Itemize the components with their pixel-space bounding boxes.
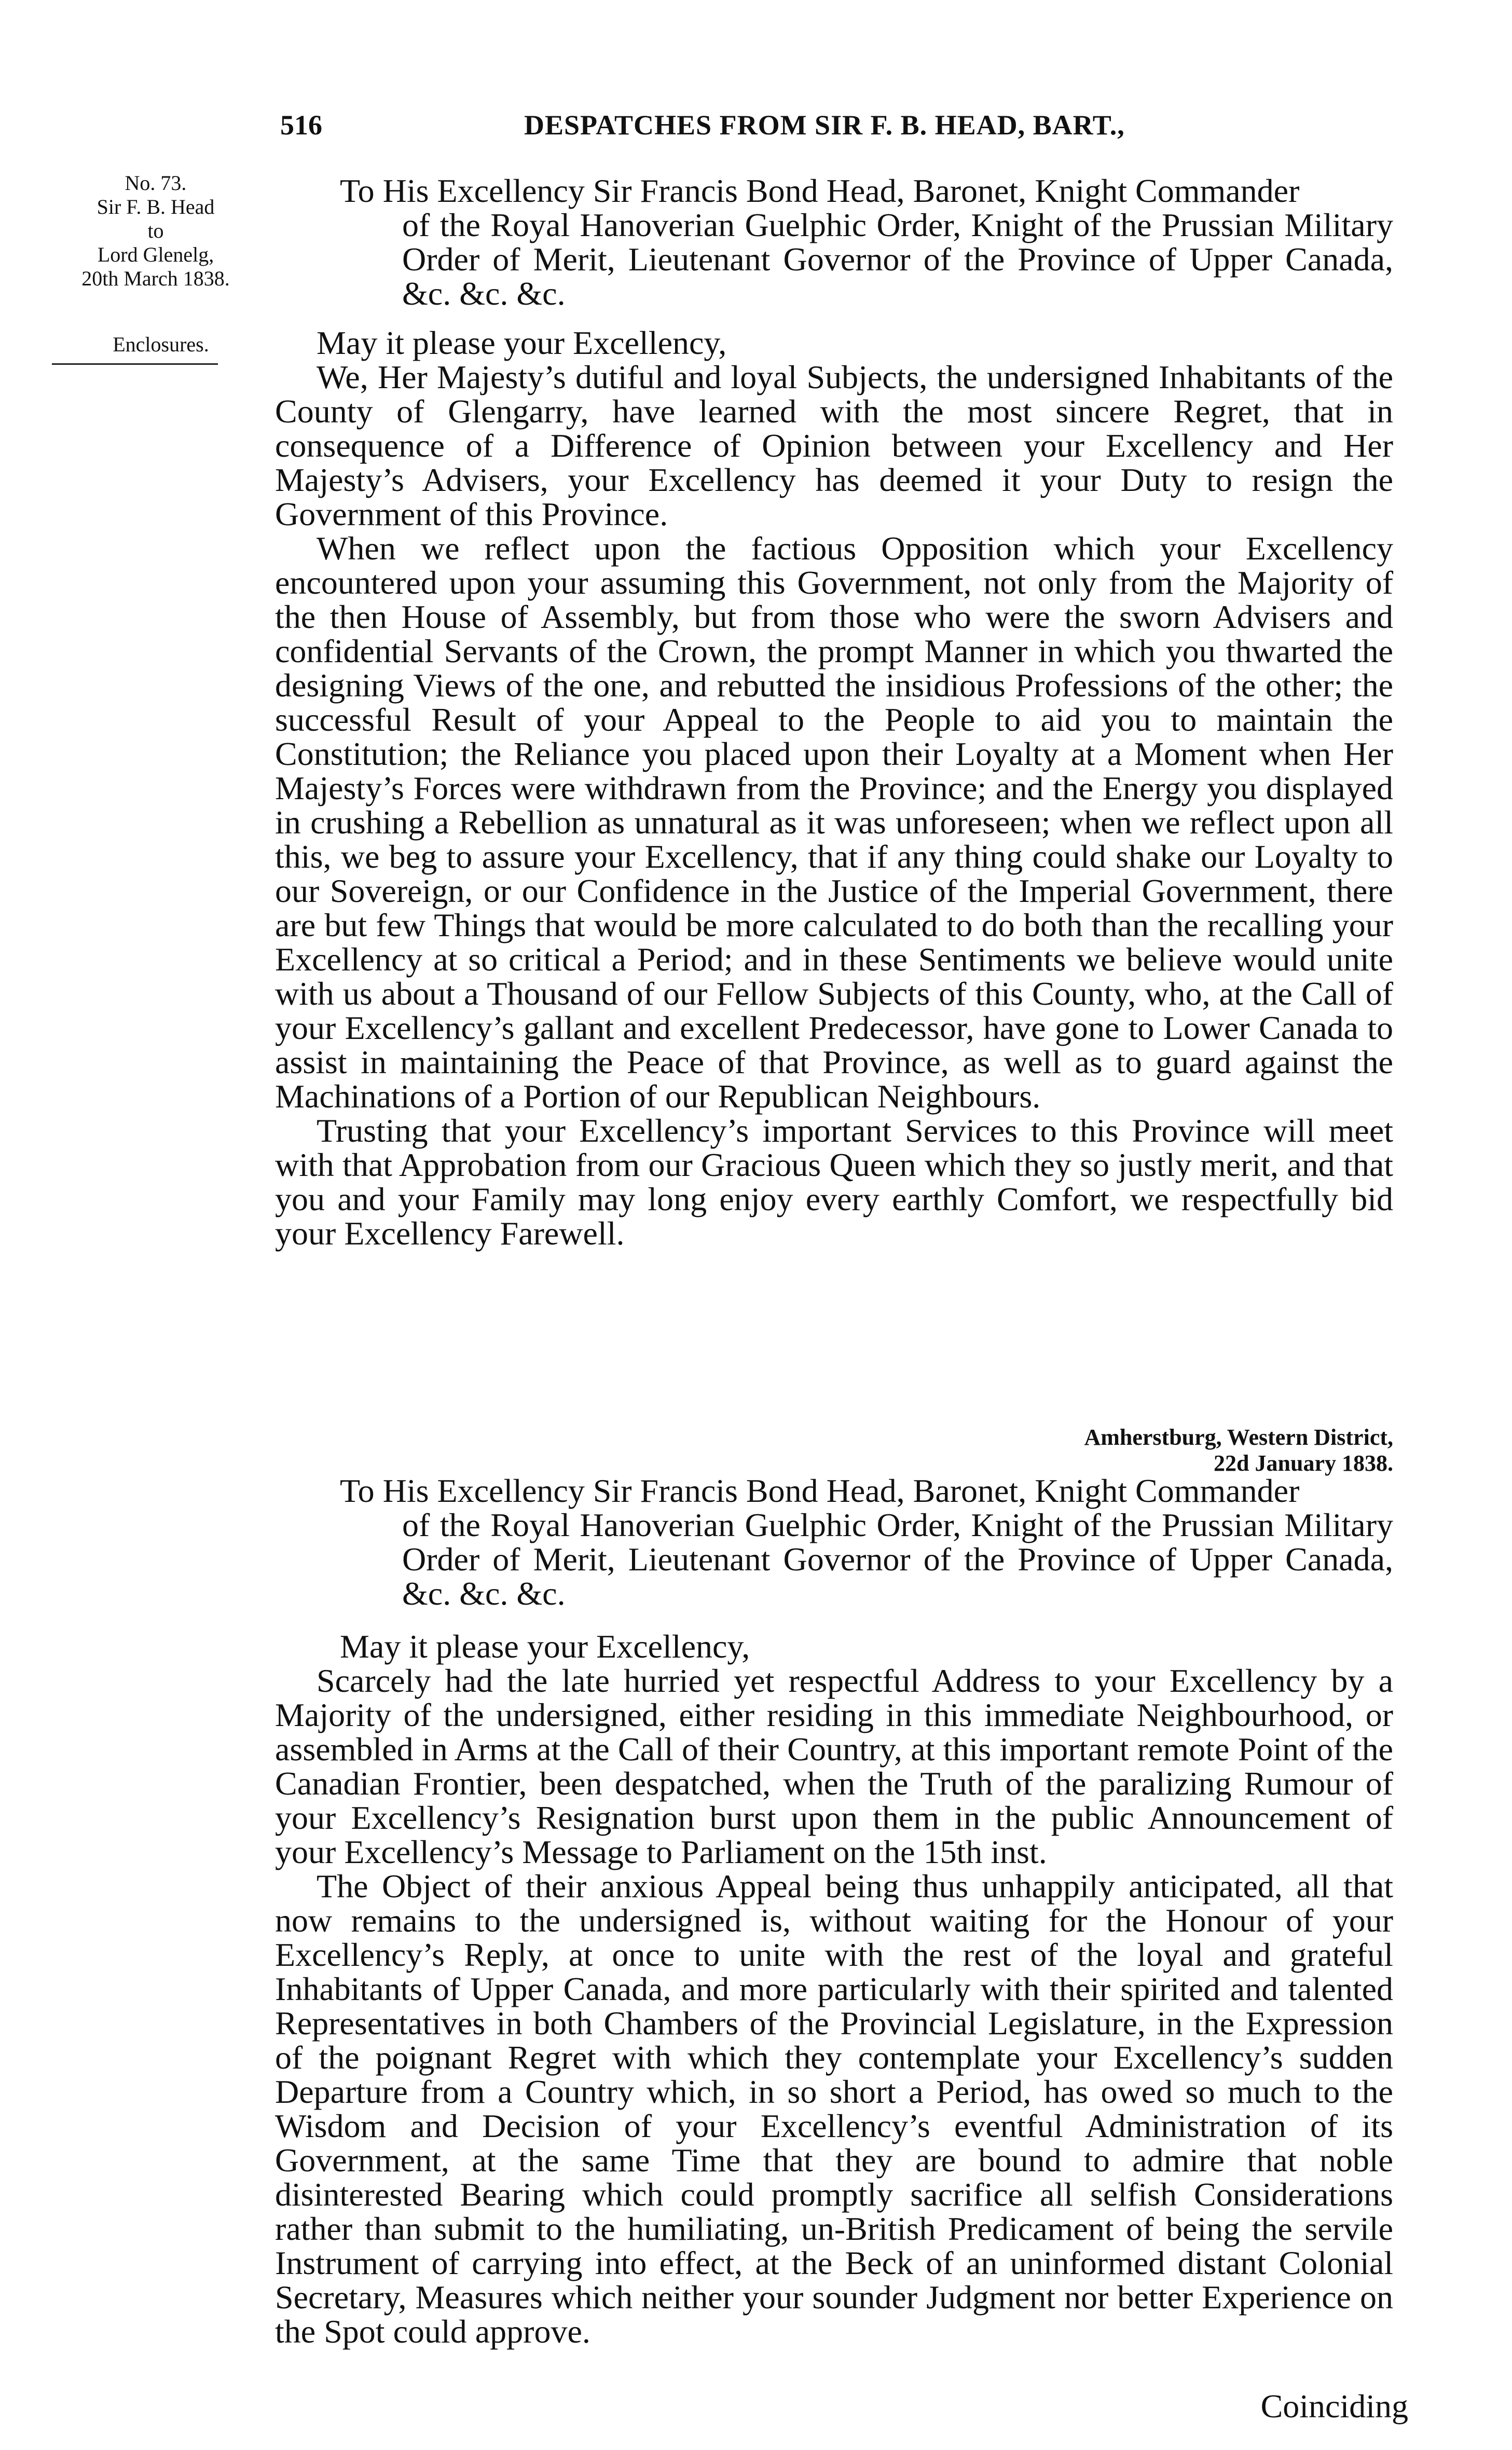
enclosures-label: Enclosures. — [113, 333, 209, 356]
letter1-address — [340, 174, 1393, 311]
letter1-paragraph: Trusting that your Excellency’s important Services to this Province will meet with that Approbation from our Gracious Queen which they so justly merit, and that you and your Family may long enjoy every earthly Comfort, we respectfully bid your Excellency Farewell. — [275, 1112, 1393, 1252]
letter2-salutation: May it please your Excellency, — [340, 1628, 750, 1665]
letter2-body — [275, 1664, 1393, 2349]
catchword: Coinciding — [1260, 2388, 1408, 2425]
running-head — [280, 109, 1419, 145]
letter2-address-first: To His Excellency Sir Francis Bond Head, Baronet, Knight Commander — [340, 1472, 1300, 1509]
page-number: 516 — [280, 110, 322, 141]
letter1-paragraph: We, Her Majesty’s dutiful and loyal Subjects, the undersigned Inhabitants of the County of Glengarry, have learned with the most sincere Regret, that in consequence of a Difference of Opinion between your Excellency and Her Majesty’s Advisers, your Excellency has deemed it your Duty to resign the Government of this Province. — [275, 359, 1393, 532]
letter2-paragraph: The Object of their anxious Appeal being thus unhappily anticipated, all that now remains to the undersigned is, without waiting for the Honour of your Excellency’s Reply, at once to unite with the rest of the loyal and grateful Inhabitants of Upper Canada, and more particularly with their spirited and talented Representatives in both Chambers of the Provincial Legislature, in the Expression of the poignant Regret with which they contemplate your Excellency’s sudden Departure from a Country which, in so short a Period, has owed so much to the Wisdom and Decision of your Excellency’s eventful Administration of its Government, at the same Time that they are bound to admire that noble disinterested Bearing which could promptly sacrifice all selfish Considerations rather than submit to the humiliating, un-British Predicament of being the servile Instrument of carrying into effect, at the Beck of an uninformed distant Colonial Secretary, Measures which neither your sounder Judgment nor better Experience on the Spot could approve. — [275, 1868, 1393, 2350]
despatch-to: to — [147, 219, 164, 242]
despatch-number: No. 73. — [125, 171, 187, 195]
margin-note — [36, 171, 275, 291]
despatch-date: 20th March 1838. — [81, 267, 230, 290]
running-title: DESPATCHES FROM SIR F. B. HEAD, BART., — [524, 110, 1125, 141]
letter2-address-rest: of the Royal Hanoverian Guelphic Order, Knight of the Prussian Military Order of Merit, Lieutenant Governor of the Province of Upper Canada, &c. &c. &c. — [402, 1507, 1393, 1612]
letter1-salutation: May it please your Excellency, — [317, 324, 727, 361]
letter2-paragraph: Scarcely had the late hurried yet respectful Address to your Excellency by a Majority of the undersigned, either residing in this immediate Neighbourhood, or assembled in Arms at the Call of their Country, at this important remote Point of the Canadian Frontier, been despatched, when the Truth of the paralizing Rumour of your Excellency’s Resignation burst upon them in the public Announcement of your Excellency’s Message to Parliament on the 15th inst. — [275, 1662, 1393, 1870]
letter1-body — [275, 360, 1393, 1251]
despatch-sender: Sir F. B. Head — [97, 195, 215, 218]
letter1-paragraph: When we reflect upon the factious Opposition which your Excellency encountered upon your assuming this Government, not only from the Majority of the then House of Assembly, but from those who were the sworn Advisers and confidential Servants of the Crown, the prompt Manner in which you thwarted the designing Views of the one, and rebutted the insidious Professions of the other; the successful Result of your Appeal to the People to aid you to maintain the Constitution; the Reliance you placed upon their Loyalty at a Moment when Her Majesty’s Forces were withdrawn from the Province; and the Energy you displayed in crushing a Rebellion as unnatural as it was unforeseen; when we reflect upon all this, we beg to assure your Excellency, that if any thing could shake our Loyalty to our Sovereign, or our Confidence in the Justice of the Imperial Government, there are but few Things that would be more calculated to do both than the recalling your Excellency at so critical a Period; and in these Sentiments we believe would unite with us about a Thousand of our Fellow Subjects of this County, who, at the Call of your Excellency’s gallant and excellent Predecessor, have gone to Lower Canada to assist in maintaining the Peace of that Province, as well as to guard against the Machinations of a Portion of our Republican Neighbours. — [275, 530, 1393, 1115]
letter2-date: 22d January 1838. — [1214, 1450, 1393, 1476]
letter2-place: Amherstburg, Western District, — [1084, 1425, 1393, 1450]
despatch-recipient: Lord Glenelg, — [97, 243, 214, 266]
enclosures-rule — [52, 363, 218, 365]
letter1-address-first: To His Excellency Sir Francis Bond Head, Baronet, Knight Commander — [340, 172, 1300, 209]
letter2-place-date — [726, 1425, 1393, 1476]
letter2-address — [340, 1474, 1393, 1611]
letter1-address-rest: of the Royal Hanoverian Guelphic Order, Knight of the Prussian Military Order of Merit, Lieutenant Governor of the Province of Upper Canada, &c. &c. &c. — [402, 207, 1393, 312]
